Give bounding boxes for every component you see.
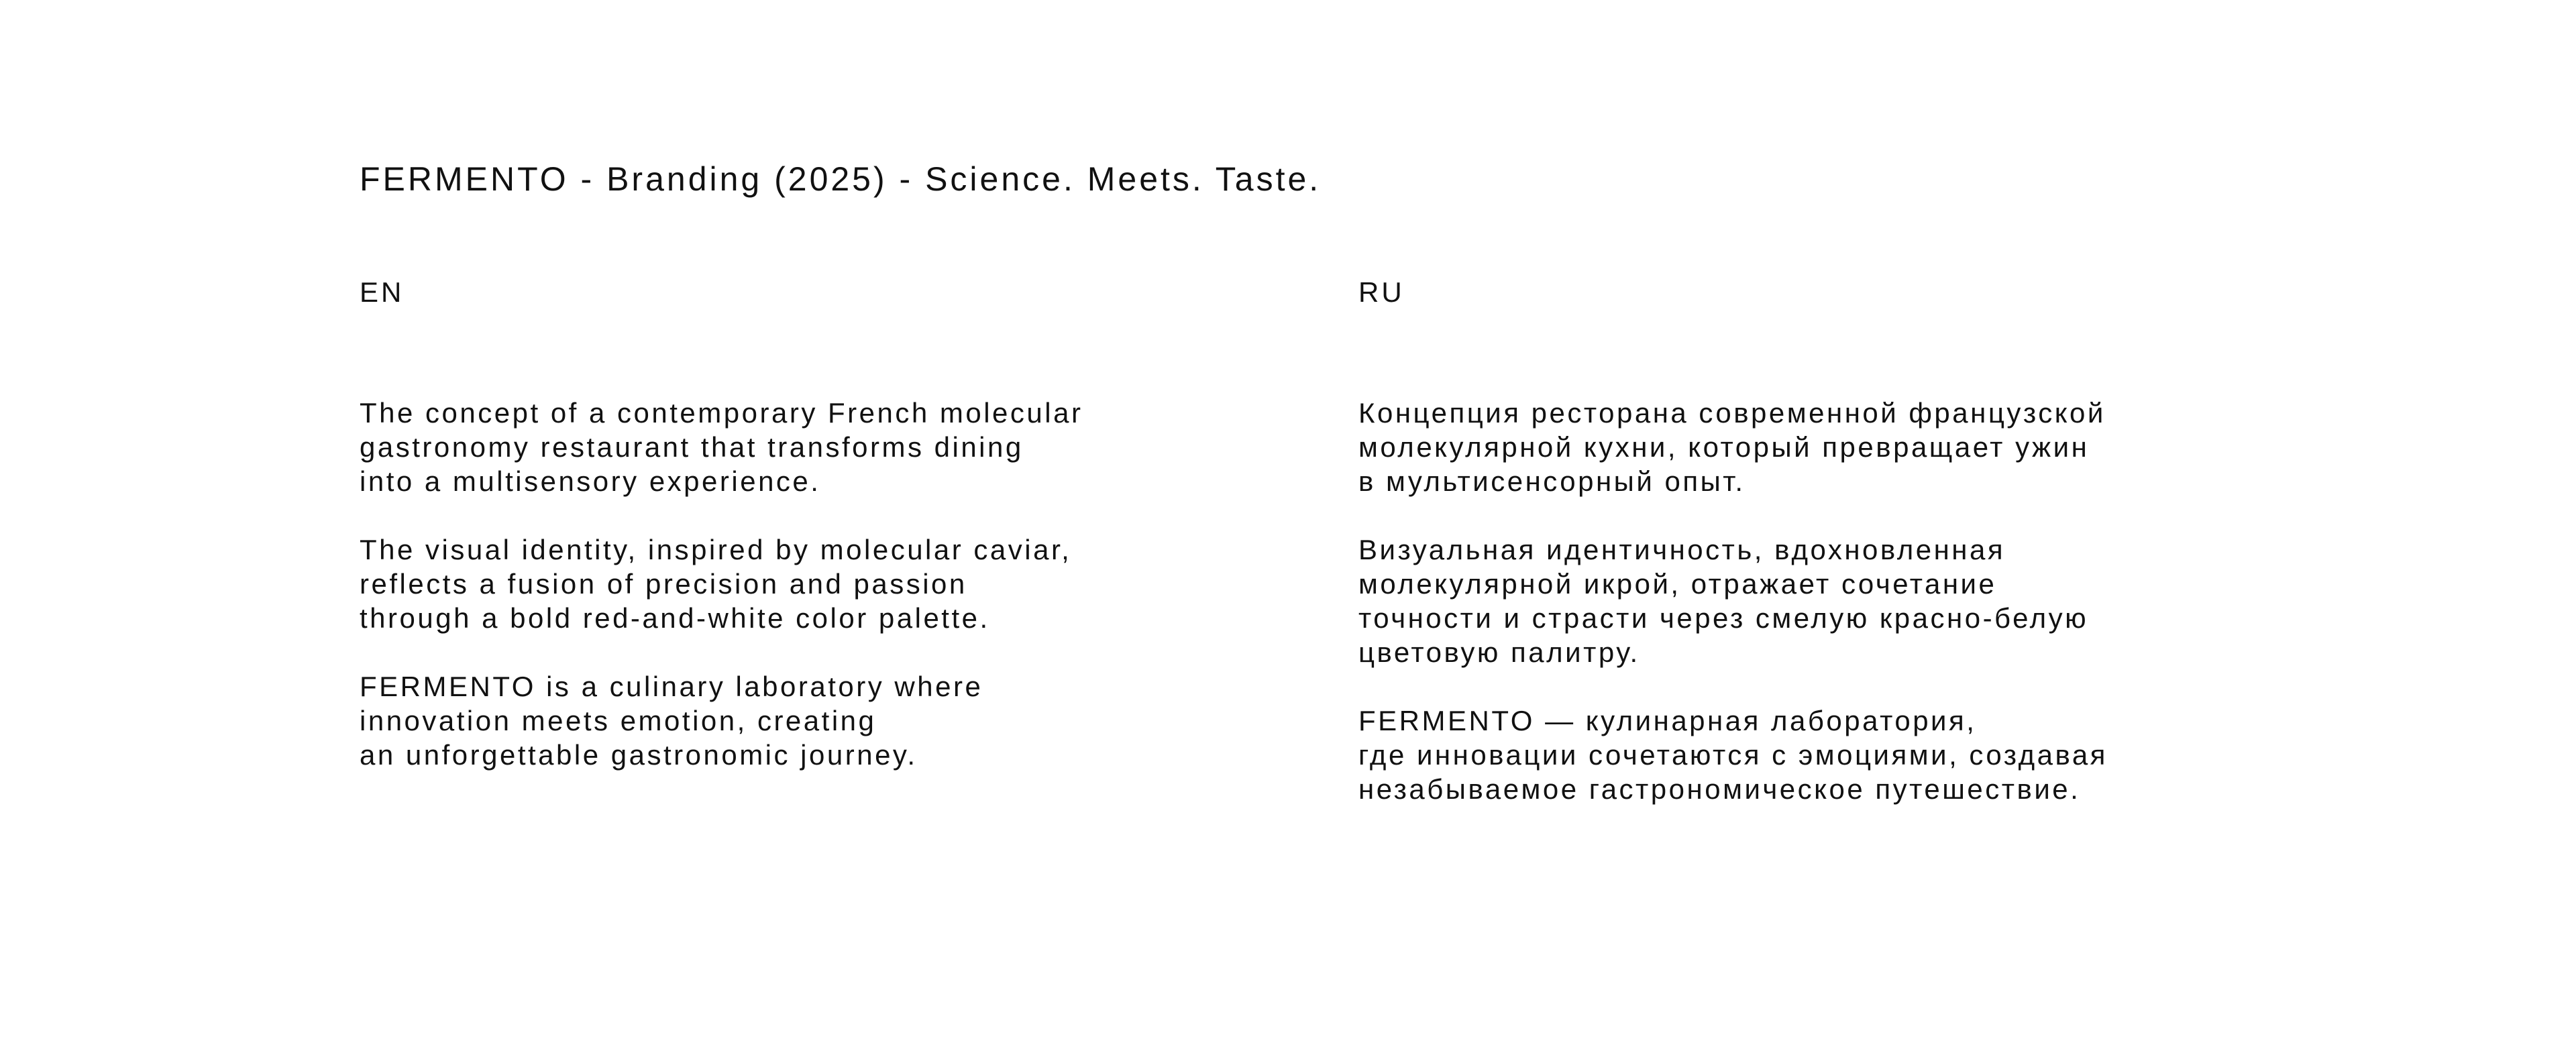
russian-column	[1358, 275, 2311, 840]
en-paragraph-laboratory: FERMENTO is a culinary laboratory where innovation meets emotion, creating an unforgettable gastronomic journey.	[360, 671, 983, 771]
language-label-ru: RU	[1358, 276, 1405, 308]
ru-paragraph-laboratory: FERMENTO — кулинарная лаборатория, где инновации сочетаются с эмоциями, создавая незабываемое гастрономическое путешествие.	[1358, 705, 2108, 805]
english-column	[360, 275, 1312, 806]
russian-description	[1358, 396, 2311, 806]
ru-paragraph-visual-identity: Визуальная идентичность, вдохновленная молекулярной икрой, отражает сочетание точности и страсти через смелую красно-белую цветовую палитру.	[1358, 534, 2089, 668]
en-paragraph-visual-identity: The visual identity, inspired by molecular caviar, reflects a fusion of precision and passion through a bold red-and-white color palette.	[360, 534, 1072, 634]
language-label-en: EN	[360, 276, 405, 308]
ru-paragraph-concept: Концепция ресторана современной французской молекулярной кухни, который превращает ужин в мультисенсорный опыт.	[1358, 397, 2106, 497]
page-title: FERMENTO - Branding (2025) - Science. Meets. Taste.	[360, 160, 1322, 198]
english-description	[360, 396, 1312, 772]
en-paragraph-concept: The concept of a contemporary French molecular gastronomy restaurant that transforms dining into a multisensory experience.	[360, 397, 1083, 497]
